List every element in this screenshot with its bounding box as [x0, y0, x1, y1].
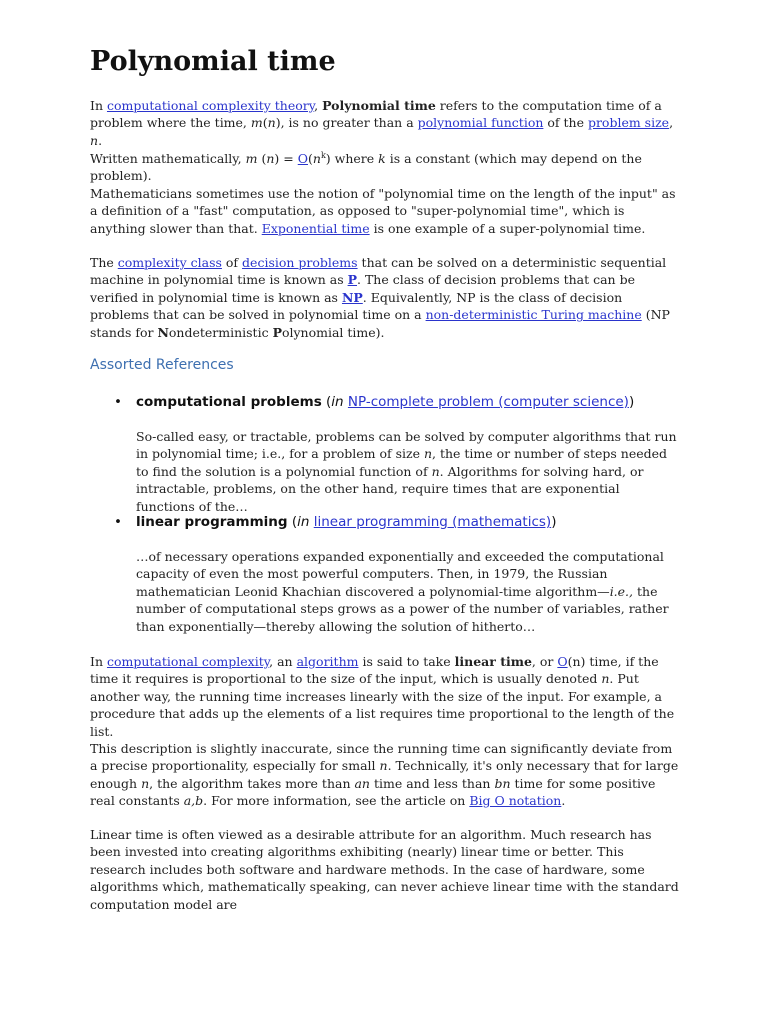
reference-quote-computational-problems: So-called easy, or tractable, problems can be solved by computer algorithms that run in polynomial time; i.e., for a problem of size n, the time or number of steps needed to find the solution is a polynomial function of n. Algorithms for solving hard, or intractable, problems, on the other hand, require times that are exponential functions of the…: [136, 429, 677, 514]
link-linear-programming-mathematics[interactable]: linear programming (mathematics): [313, 514, 552, 530]
link-big-o[interactable]: O: [297, 151, 308, 166]
link-computational-complexity[interactable]: computational complexity: [106, 654, 270, 669]
paragraph-description-inaccurate: This description is slightly inaccurate, since the running time can significantly deviate from a precise proportionality, especially for small n. Technically, it's only necessary that for large enough n, the algorithm takes more than an time and less than bn time for some positive real constants a,b. For more information, see the article on Big O notation.: [90, 741, 679, 809]
term-linear-time: linear time: [454, 654, 532, 669]
reference-item-linear-programming: • linear programming (in linear programming (mathematics)): [114, 514, 557, 530]
paragraph-complexity-class: The complexity class of decision problems that can be solved on a deterministic sequential machine in polynomial time is known as P. The class of decision problems that can be verified in polynomial time is known as NP. Equivalently, NP is the class of decision problems that can be solved in polynomial time on a non-deterministic Turing machine (NP stands for Nondeterministic Polynomial time).: [90, 255, 670, 340]
link-polynomial-function[interactable]: polynomial function: [417, 115, 544, 131]
link-big-o-notation[interactable]: Big O notation: [469, 793, 562, 809]
reference-item-computational-problems: • computational problems (in NP-complete problem (computer science)): [114, 394, 635, 410]
bullet-icon: •: [114, 514, 122, 530]
term-polynomial-time: Polynomial time: [322, 98, 436, 113]
link-np[interactable]: NP: [341, 289, 363, 305]
link-computational-complexity-theory[interactable]: computational complexity theory: [106, 98, 315, 113]
paragraph-formula: Written mathematically, m $(n) = O(n^k)$ where k is a constant (which may depend on the problem).: [90, 150, 642, 184]
paragraph-intro: In computational complexity theory, Polynomial time refers to the computation time of a problem where the time, m(n), is no greater than a polynomial function of the problem size, n.: [90, 98, 674, 148]
link-exponential-time[interactable]: Exponential time: [261, 220, 370, 236]
link-np-complete-problem[interactable]: NP-complete problem (computer science): [347, 394, 629, 410]
reference-quote-linear-programming: …of necessary operations expanded exponentially and exceeded the computational capacity of even the most powerful computers. Then, in 1979, the Russian mathematician Leonid Khachian discovered a polynomial-time algorithm—i.e., the number of computational steps grows as a power of the number of variables, rather than exponentially—thereby allowing the solution of hitherto…: [136, 549, 669, 634]
link-decision-problems[interactable]: decision problems: [242, 255, 358, 270]
link-problem-size[interactable]: problem size: [587, 115, 670, 131]
page-title: Polynomial time: [90, 46, 336, 77]
link-big-o-2[interactable]: O: [557, 654, 568, 669]
link-non-deterministic-turing-machine[interactable]: non-deterministic Turing machine: [425, 307, 642, 323]
section-heading-assorted-references: Assorted References: [90, 357, 234, 373]
reference-term: linear programming: [136, 514, 288, 530]
link-complexity-class[interactable]: complexity class: [117, 255, 222, 270]
paragraph-linear-time: In computational complexity, an algorithm is said to take linear time, or O(n) time, if the time it requires is proportional to the size of the input, which is usually denoted n. Put another way, the running time increases linearly with the size of the input. For example, a procedure that adds up the elements of a list requires time proportional to the length of the list.: [90, 654, 675, 739]
paragraph-desirable-attribute: Linear time is often viewed as a desirable attribute for an algorithm. Much research has been invested into creating algorithms exhibiting (nearly) linear time or better. This research includes both software and hardware methods. In the case of hardware, some algorithms which, mathematically speaking, can never achieve linear time with the standard computation model are: [90, 827, 679, 912]
reference-term: computational problems: [136, 394, 322, 410]
bullet-icon: •: [114, 394, 122, 410]
link-algorithm[interactable]: algorithm: [296, 654, 359, 669]
paragraph-mathematicians: Mathematicians sometimes use the notion of "polynomial time on the length of the input" as a definition of a "fast" computation, as opposed to "super-polynomial time", which is anything slower than that. Exponential time is one example of a super-polynomial time.: [90, 186, 676, 236]
link-p[interactable]: P: [347, 272, 357, 288]
